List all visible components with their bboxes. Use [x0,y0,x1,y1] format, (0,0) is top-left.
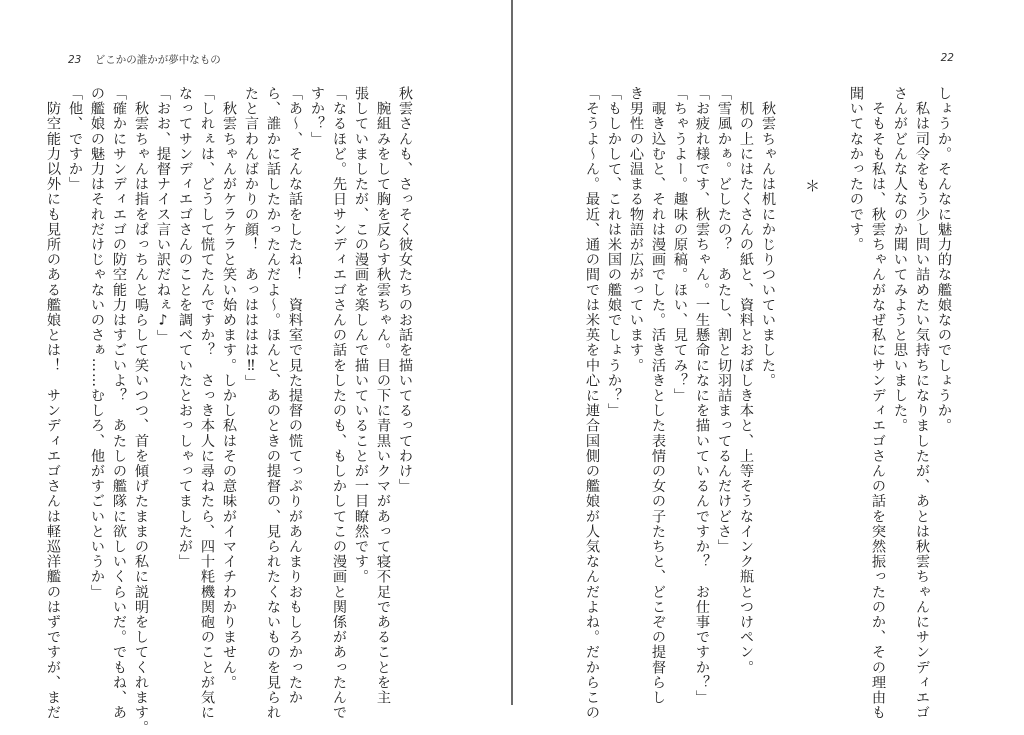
text-line: さんがどんな人なのか聞いてみようと思いました。 [892,86,908,434]
left-page [0,0,511,735]
right-page-text [584,86,955,721]
text-line: 「お疲れ様です、秋雲ちゃん。一生懸命になにを描いているんですか？ お仕事ですか？」 [694,86,710,706]
text-line: 腕組みをして胸を反らす秋雲ちゃん。目の下に青黒いクマがあって寝不足であることを主 [375,86,391,706]
text-line: 「あ〜、そんな話をしたね！ 資料室で見た提督の慌てっぷりがあんまりおもしろかったか [287,86,303,706]
blank-line [823,86,845,646]
text-line: 秋雲ちゃんは指をぱっちんと鳴らして笑いつつ、首を傾げたままの私に説明をしてくれます。 [133,86,149,735]
text-line: なってサンディエゴさんのことを調べていたとおっしゃってましたが」 [177,86,193,570]
text-line: 秋雲ちゃんがケラケラと笑い始めます。しかし私はその意味がイマイチわかりません。 [221,86,237,690]
text-line: 机の上にはたくさんの紙と、資料とおぼしき本と、上等そうなインク瓶とつけペン。 [738,86,754,675]
scene-break-asterisk: ＊ [803,178,821,194]
left-page-text [45,86,416,735]
text-line: 「そうよ〜ん。最近、通の間では米英を中心に連合国側の艦娘が人気なんだよね。だからこの [584,86,600,721]
text-line: しょうか。そんなに魅力的な艦娘なのでしょうか。 [936,86,952,434]
text-line: そもそも私は、秋雲ちゃんがなぜ私にサンディエゴさんの話を突然振ったのか、その理由も [870,86,886,721]
running-header-left [68,52,221,67]
text-line: の艦娘の魅力はそれだけじゃないのさぁ……むしろ、他がすごいというか」 [89,86,105,600]
text-line: 「もしかして、これは米国の艦娘でしょうか？」 [606,86,622,419]
text-line: 張していましたが、この漫画を楽しんで描いていることが一目瞭然です。 [353,86,369,585]
text-line: すか？」 [309,86,325,147]
text-line: 秋雲ちゃんは机にかじりついていました。 [760,86,776,388]
text-line: 「なるほど。先日サンディエゴさんの話をしたのも、もしかしてこの漫画と関係があったんで [331,86,347,721]
text-line: ら、誰かに話したかったんだよ〜。ほんと、あのときの提督の、見られたくないものを見られ [265,86,281,721]
text-line: たと言わんばかりの顔！ あっはははは‼」 [243,86,259,390]
page-number-left: 23 [68,54,82,66]
page-number-right: 22 [940,52,954,64]
text-line: 防空能力以外にも見所のある艦娘とは！ サンディエゴさんは軽巡洋艦のはずですが、まだ [45,86,61,721]
text-line: 「確かにサンディエゴの防空能力はすごいよ？ あたしの艦隊に欲しいくらいだ。でもね、あ [111,86,127,721]
text-line: 「しれぇは、どうして慌てたんですか？ さっき本人に尋ねたら、四十粍機関砲のことが気に [199,86,215,721]
text-line: 「他、ですか」 [67,86,83,192]
text-line: 秋雲さんも、さっそく彼女たちのお話を描いてるってわけ」 [397,86,413,494]
running-title: どこかの誰かが夢中なもの [94,54,221,66]
text-line: 「おお、提督ナイス言い訳だねぇ♪」 [155,86,171,345]
text-line: 「ちゃうよー。趣味の原稿。ほい、見てみ？」 [672,86,688,404]
text-line: 聞いてなかったのです。 [848,86,864,253]
text-line: 覗き込むと、それは漫画でした。活き活きとした表情の女の子たちと、どこぞの提督らし [650,86,666,706]
text-line: き男性の心温まる物語が広がっています。 [628,86,644,373]
text-line: 私は司令をもう少し問い詰めたい気持ちになりましたが、あとは秋雲ちゃんにサンディエゴ [914,86,930,721]
text-line: 「雪風かぁ。どしたの？ あたし、割と切羽詰まってるんだけどさ」 [716,86,732,555]
blank-line [779,86,801,646]
